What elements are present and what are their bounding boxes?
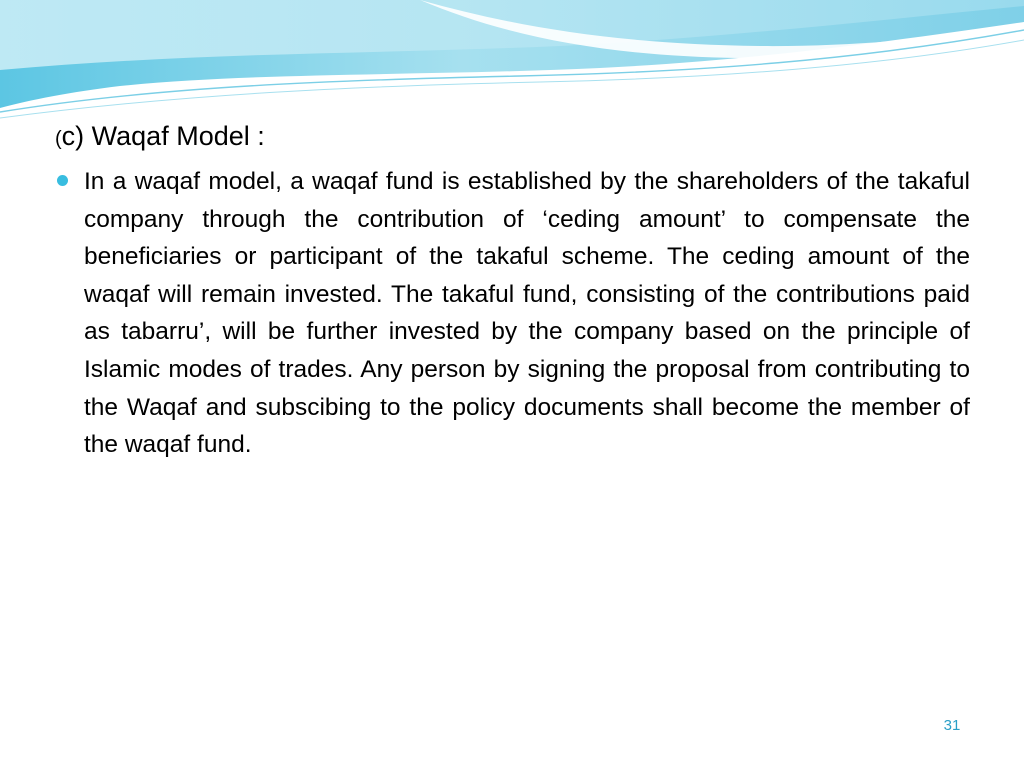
bullet-dot-icon [57, 175, 68, 186]
slide-subheading [55, 118, 265, 157]
subheading-paren: ( [55, 128, 62, 150]
subheading-text: c) Waqaf Model : [61, 121, 265, 151]
page-number: 31 [943, 717, 961, 734]
bullet-paragraph: In a waqaf model, a waqaf fund is established by the shareholders of the takaful company through the contribution of ‘ceding amount’ to compensate the beneficiaries or participant of the takaful scheme. The ceding amount of the waqaf will remain invested. The takaful fund, consisting of the contributions paid as tabarru’, will be further invested by the company based on the principle of Islamic modes of trades. Any person by signing the proposal from contributing to the Waqaf and subscibing to the policy documents shall become the member of the waqaf fund. [84, 168, 970, 459]
header-wave-decoration [0, 0, 1024, 130]
